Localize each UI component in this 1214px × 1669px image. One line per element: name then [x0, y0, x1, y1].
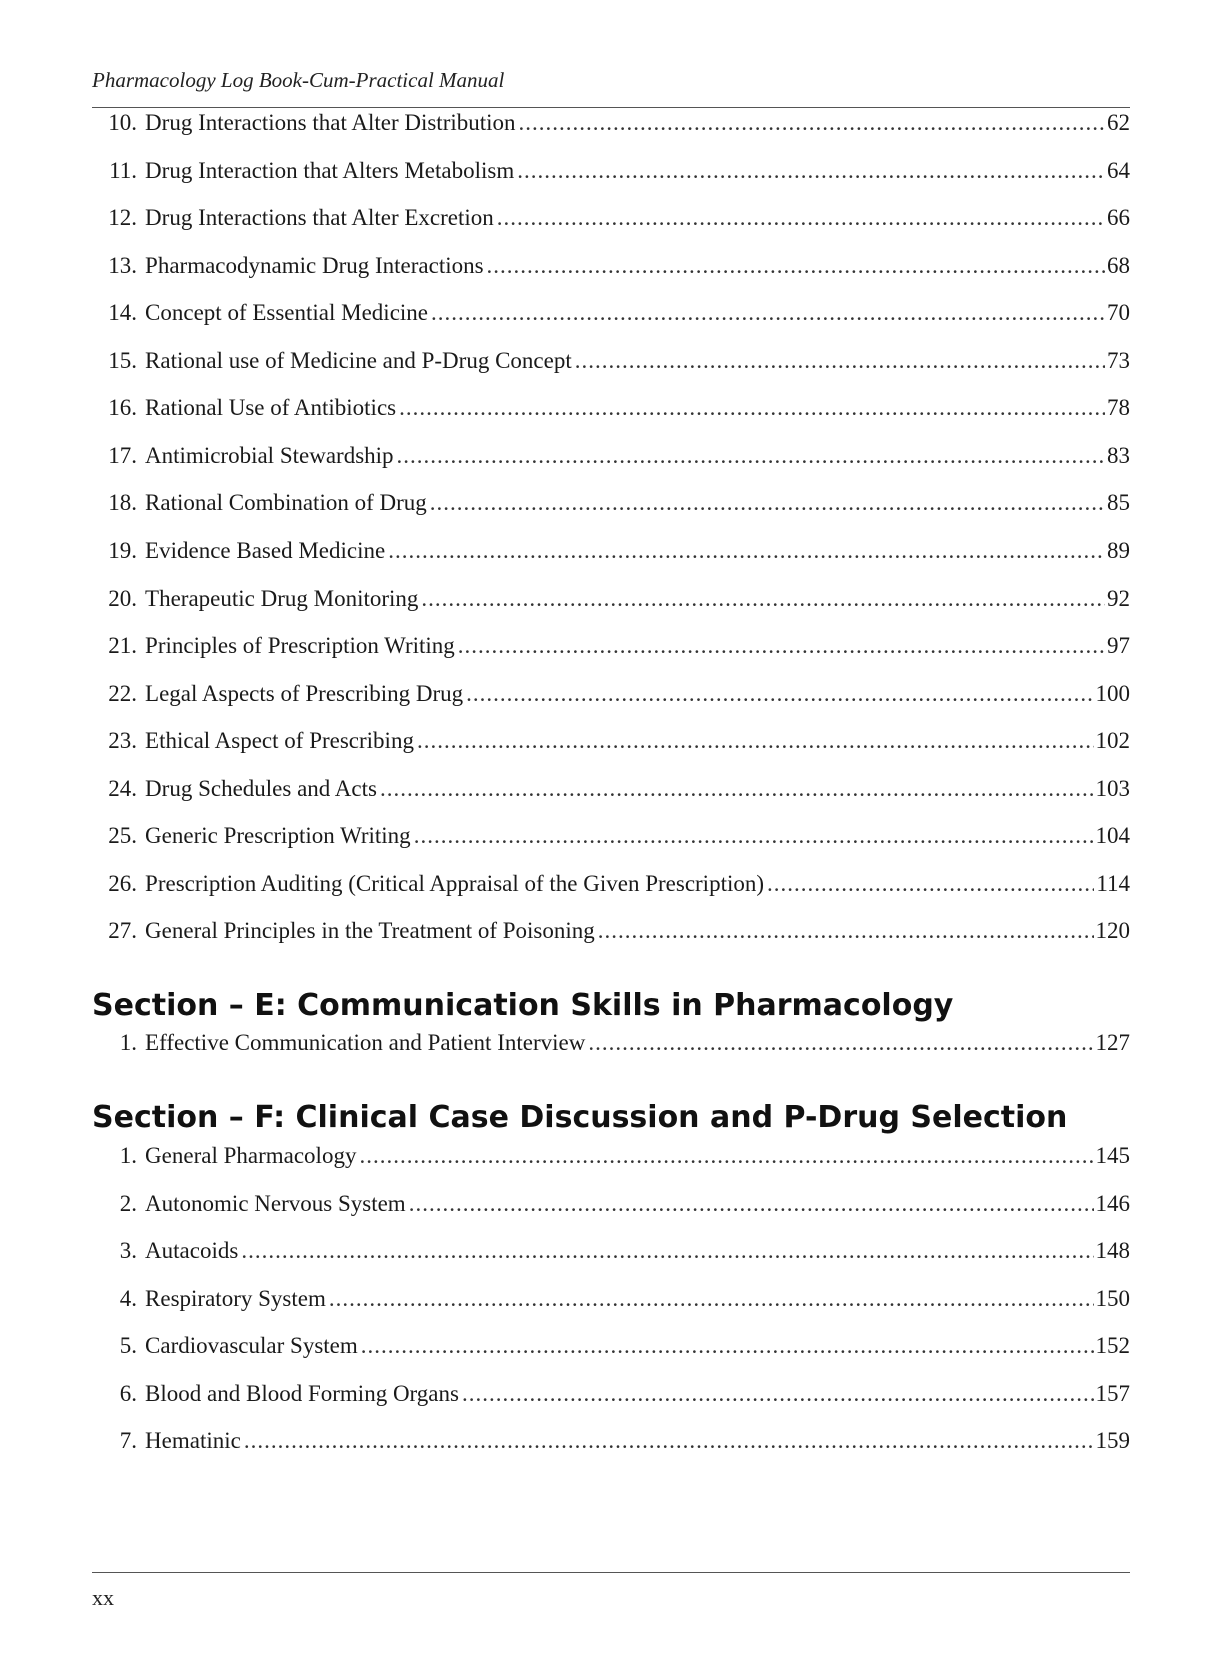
- toc-entry-number: 27.: [108, 918, 137, 944]
- toc-entry: [92, 1426, 1130, 1456]
- toc-entry-number: 5.: [119, 1333, 137, 1358]
- toc-entry-title: General Pharmacology: [145, 1143, 357, 1168]
- running-head: Pharmacology Log Book-Cum-Practical Manual: [92, 68, 505, 92]
- toc-entry-page-number: 145: [1095, 1143, 1130, 1168]
- toc-entry-number: 7.: [119, 1428, 137, 1453]
- toc-entry-number: 3.: [119, 1238, 137, 1263]
- toc-entry-title: Principles of Prescription Writing: [145, 633, 455, 659]
- toc-entry: [92, 1379, 1130, 1409]
- toc-entry: [92, 488, 1130, 518]
- toc-entry-page-number: 97: [1107, 633, 1130, 659]
- toc-entry-title: Drug Interaction that Alters Metabolism: [145, 157, 515, 183]
- toc-entry-number: 6.: [119, 1380, 137, 1406]
- toc-entry-page-number: 89: [1107, 537, 1130, 563]
- toc-leader-dots: [359, 1141, 1093, 1171]
- section-f-heading: Section – F: Clinical Case Discussion and P-Drug Selection: [92, 1100, 1068, 1135]
- toc-entry-number: 1.: [119, 1143, 137, 1168]
- toc-entry-title: Drug Interactions that Alter Excretion: [145, 205, 494, 231]
- toc-entry: [92, 631, 1130, 661]
- toc-leader-dots: [487, 251, 1105, 281]
- toc-entry-number: 2.: [119, 1190, 137, 1216]
- toc-entry-number: 23.: [108, 728, 137, 754]
- toc-entry-number: 15.: [108, 347, 137, 373]
- toc-leader-dots: [241, 1236, 1093, 1266]
- toc-entry: [92, 156, 1130, 186]
- footer-rule: [92, 1572, 1130, 1573]
- toc-leader-dots: [767, 869, 1094, 899]
- toc-entry-title: Evidence Based Medicine: [145, 537, 386, 563]
- toc-entry-page-number: 64: [1107, 157, 1130, 183]
- toc-entry-page-number: 73: [1107, 347, 1130, 373]
- toc-leader-dots: [598, 916, 1094, 946]
- toc-entry-number: 4.: [119, 1285, 137, 1311]
- toc-entry-number: 22.: [108, 680, 137, 706]
- toc-entry: [92, 1284, 1130, 1314]
- toc-leader-dots: [462, 1379, 1094, 1409]
- toc-entry-title: Autonomic Nervous System: [145, 1190, 406, 1216]
- toc-entry-title: Legal Aspects of Prescribing Drug: [145, 680, 464, 706]
- toc-entry-number: 13.: [108, 252, 137, 278]
- toc-leader-dots: [409, 1189, 1094, 1219]
- toc-entry-page-number: 150: [1095, 1285, 1130, 1311]
- toc-entry: [92, 1141, 1130, 1171]
- toc-entry-page-number: 102: [1095, 728, 1130, 754]
- toc-entry-page-number: 152: [1095, 1333, 1130, 1358]
- toc-entry-number: 26.: [108, 870, 137, 896]
- toc-entry-page-number: 157: [1095, 1380, 1130, 1406]
- toc-leader-dots: [414, 821, 1094, 851]
- toc-entry-title: Rational Use of Antibiotics: [145, 395, 397, 421]
- toc-entry-number: 25.: [108, 823, 137, 849]
- toc-entry-page-number: 66: [1107, 205, 1130, 231]
- toc-entry-title: Drug Interactions that Alter Distribution: [145, 110, 516, 135]
- toc-entry: [92, 1331, 1130, 1361]
- toc-leader-dots: [431, 298, 1105, 328]
- toc-entry-title: Drug Schedules and Acts: [145, 775, 377, 801]
- toc-entry-title: Generic Prescription Writing: [145, 823, 411, 849]
- toc-entry-number: 1.: [119, 1030, 137, 1055]
- toc-entry-page-number: 70: [1107, 300, 1130, 326]
- toc-entry: [92, 1028, 1130, 1058]
- toc-entry-number: 17.: [108, 442, 137, 468]
- toc-entry: [92, 1189, 1130, 1219]
- toc-entry-title: Antimicrobial Stewardship: [145, 442, 394, 468]
- toc-entry-title: General Principles in the Treatment of Poisoning: [145, 918, 595, 944]
- toc-entry: [92, 393, 1130, 423]
- toc-entry-number: 12.: [108, 205, 137, 231]
- toc-entry-number: 21.: [108, 633, 137, 659]
- toc-entry-page-number: 159: [1095, 1428, 1130, 1453]
- toc-entry-number: 10.: [108, 110, 137, 135]
- toc-leader-dots: [575, 346, 1105, 376]
- toc-entry-number: 18.: [108, 490, 137, 516]
- toc-entry: [92, 203, 1130, 233]
- toc-entry-number: 11.: [109, 157, 137, 183]
- toc-entry: [92, 346, 1130, 376]
- toc-leader-dots: [244, 1426, 1094, 1456]
- toc-entry-title: Hematinic: [145, 1428, 241, 1453]
- toc-entry-page-number: 103: [1095, 775, 1130, 801]
- toc-leader-dots: [458, 631, 1105, 661]
- toc-entry: [92, 774, 1130, 804]
- toc-entry-title: Respiratory System: [145, 1285, 326, 1311]
- toc-entry-title: Concept of Essential Medicine: [145, 300, 428, 326]
- toc-entry: [92, 536, 1130, 566]
- toc-entry-page-number: 83: [1107, 442, 1130, 468]
- toc-entry-page-number: 100: [1095, 680, 1130, 706]
- book-page: [92, 0, 1130, 1669]
- toc-entry: [92, 108, 1130, 138]
- toc-entry-title: Therapeutic Drug Monitoring: [145, 585, 419, 611]
- toc-entry-number: 24.: [108, 775, 137, 801]
- toc-leader-dots: [517, 156, 1105, 186]
- toc-leader-dots: [361, 1331, 1094, 1361]
- toc-entry-page-number: 78: [1107, 395, 1130, 421]
- toc-entry-page-number: 120: [1095, 918, 1130, 944]
- toc-entry-number: 19.: [108, 537, 137, 563]
- toc-entry-page-number: 92: [1107, 585, 1130, 611]
- toc-leader-dots: [497, 203, 1105, 233]
- toc-entry-page-number: 114: [1096, 870, 1130, 896]
- toc-leader-dots: [388, 536, 1105, 566]
- toc-entry: [92, 821, 1130, 851]
- toc-entry-page-number: 127: [1095, 1030, 1130, 1055]
- toc-leader-dots: [399, 393, 1105, 423]
- toc-entry-title: Effective Communication and Patient Interview: [145, 1030, 586, 1055]
- toc-leader-dots: [380, 774, 1094, 804]
- toc-entry: [92, 916, 1130, 946]
- toc-entry-page-number: 146: [1095, 1190, 1130, 1216]
- toc-entry: [92, 1236, 1130, 1266]
- toc-leader-dots: [466, 679, 1093, 709]
- toc-leader-dots: [430, 488, 1105, 518]
- toc-entry-page-number: 68: [1107, 252, 1130, 278]
- page-folio: xx: [92, 1585, 114, 1610]
- toc-entry-title: Rational Combination of Drug: [145, 490, 427, 516]
- toc-entry-page-number: 85: [1107, 490, 1130, 516]
- toc-entry: [92, 726, 1130, 756]
- toc-leader-dots: [588, 1028, 1093, 1058]
- section-e-heading: Section – E: Communication Skills in Pharmacology: [92, 988, 954, 1023]
- toc-entry-title: Cardiovascular System: [145, 1333, 358, 1358]
- toc-entry: [92, 298, 1130, 328]
- toc-entry-page-number: 104: [1095, 823, 1130, 849]
- toc-entry-title: Ethical Aspect of Prescribing: [145, 728, 414, 754]
- toc-entry-number: 20.: [108, 585, 137, 611]
- toc-leader-dots: [417, 726, 1094, 756]
- toc-leader-dots: [329, 1284, 1094, 1314]
- toc-entry: [92, 251, 1130, 281]
- toc-leader-dots: [519, 108, 1105, 138]
- toc-entry-title: Prescription Auditing (Critical Appraisal of the Given Prescription): [145, 870, 765, 896]
- toc-leader-dots: [421, 584, 1105, 614]
- toc-entry-title: Autacoids: [145, 1238, 239, 1263]
- toc-entry-page-number: 62: [1107, 110, 1130, 135]
- toc-leader-dots: [397, 441, 1105, 471]
- toc-entry: [92, 679, 1130, 709]
- toc-entry-title: Pharmacodynamic Drug Interactions: [145, 252, 484, 278]
- toc-entry-number: 16.: [108, 395, 137, 421]
- toc-entry: [92, 441, 1130, 471]
- toc-entry-number: 14.: [108, 300, 137, 326]
- toc-entry: [92, 869, 1130, 899]
- toc-entry-title: Blood and Blood Forming Organs: [145, 1380, 459, 1406]
- toc-entry: [92, 584, 1130, 614]
- toc-entry-title: Rational use of Medicine and P-Drug Concept: [145, 347, 572, 373]
- toc-entry-page-number: 148: [1095, 1238, 1130, 1263]
